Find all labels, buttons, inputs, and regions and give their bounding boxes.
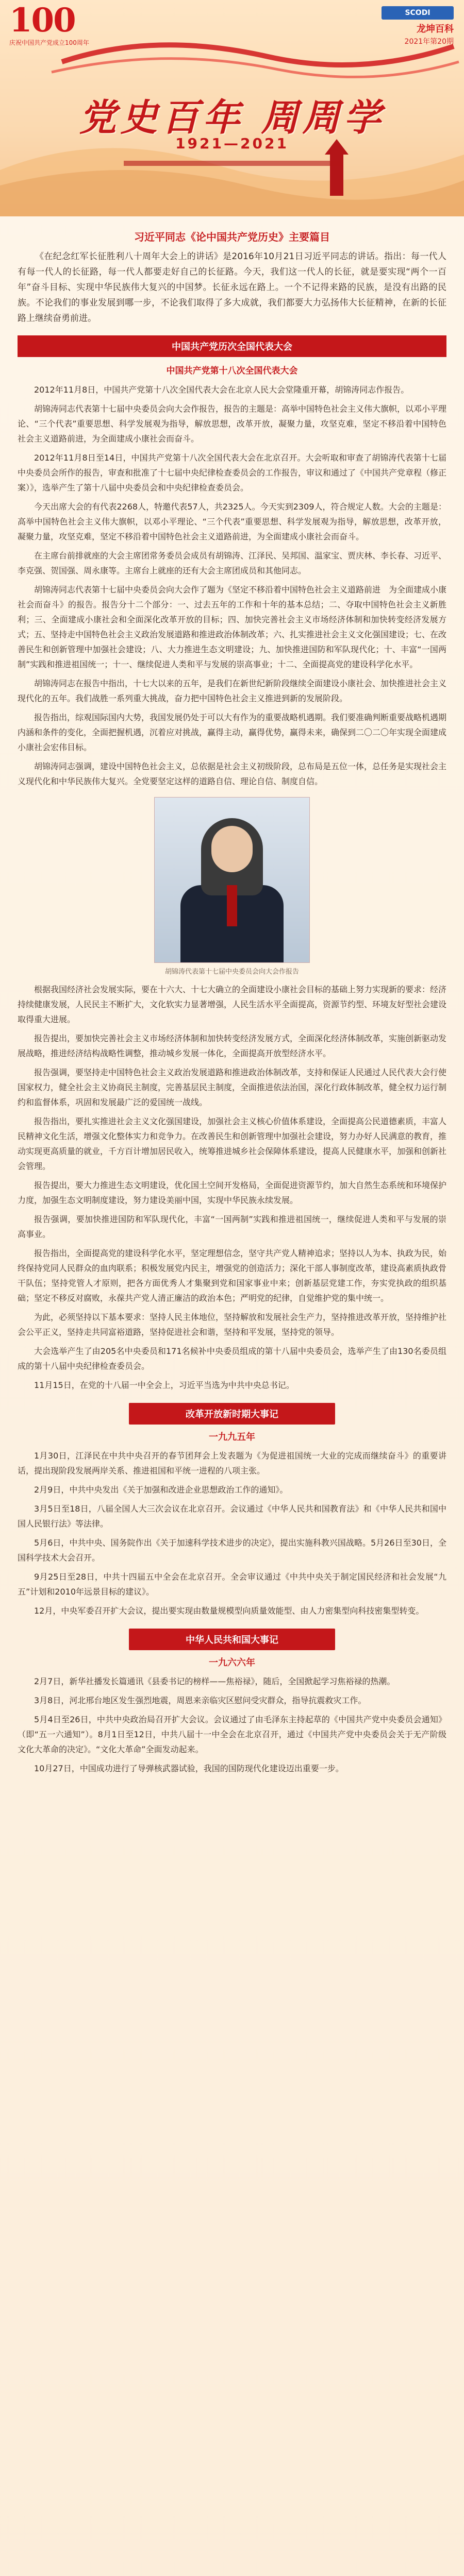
centenary-logo [9,1,118,50]
speaker-photo [154,797,310,963]
logo-number: 100 [9,1,75,40]
congress-paragraphs [0,382,464,789]
event-paragraph: 5月6日，中共中央、国务院作出《关于加速科学技术进步的决定》，提出实施科教兴国战略。5月26日至30日，全国科学技术大会召开。 [18,1538,446,1563]
congress-paragraph: 2012年11月8日至14日，中国共产党第十八次全国代表大会在北京召开。大会听取和审查了胡锦涛代表第十七届中央委员会所作的报告，审查和批准了十七届中央纪律检查委员会的工作报告，审议和通过了《中国共产党章程（修正案）》，选举产生了第十八届中央委员会和中央纪律检查委员会。 [18,453,447,493]
congress-paragraph: 报告强调，要坚持走中国特色社会主义政治发展道路和推进政治体制改革，支持和保证人民通过人民代表大会行使国家权力，健全社会主义协商民主制度，完善基层民主制度，全面推进依法治国，深化行政体制改革，健全权力运行制约和监督体系，巩固和发展最广泛的爱国统一战线。 [18,1067,447,1107]
intro-subtitle: 习近平同志《论中国共产党历史》主要篇目 [134,231,330,243]
brand-logo: SCODI [382,6,454,20]
page-title: 党史百年 周周学 [79,95,385,139]
congress-paragraph: 胡锦涛同志强调，建设中国特色社会主义，总依据是社会主义初级阶段，总布局是五位一体，总任务是实现社会主义现代化和中华民族伟大复兴。全党要坚定这样的道路自信、理论自信、制度自信。 [18,761,447,786]
congress-paragraph: 报告指出，综观国际国内大势，我国发展仍处于可以大有作为的重要战略机遇期。我们要准确判断重要战略机遇期内涵和条件的变化，全面把握机遇，沉着应对挑战，赢得主动，赢得优势，赢得未来，确保到二〇二〇年实现全面建成小康社会宏伟目标。 [18,713,447,752]
congress-paragraph: 今天出席大会的有代表2268人，特邀代表57人，共2325人。今天实到2309人，符合规定人数。大会的主题是：高举中国特色社会主义伟大旗帜，以邓小平理论、“三个代表”重要思想、科学发展观为指导，解放思想，改革开放，凝聚力量，攻坚克难，坚定不移沿着中国特色社会主义道路前进，为全面建成小康社会而奋斗。 [18,502,446,541]
congress-paragraph: 胡锦涛同志代表第十七届中央委员会向大会作了题为《坚定不移沿着中国特色社会主义道路前进 为全面建成小康社会而奋斗》的报告。报告分十二个部分：一、过去五年的工作和十年的基本总结；二、夺取中国特色社会主义新胜利；三、全面建成小康社会和全面深化改革开放的目标；四、加快完善社会主义市场经济体制和加快转变经济发展方式；五、坚持走中国特色社会主义政治发展道路和推进政治体制改革；六、扎实推进社会主义文化强国建设；七、在改善民生和创新管理中加强社会建设；八、大力推进生态文明建设；九、加快推进国防和军队现代化；十、丰富“一国两制”实践和推进祖国统一；十一、继续促进人类和平与发展的崇高事业；十二、全面提高党的建设科学化水平。 [18,585,447,669]
reform-paragraphs [0,1448,464,1618]
congress-paragraph: 报告提出，要大力推进生态文明建设，优化国土空间开发格局，全面促进资源节约，加大自然生态系统和环境保护力度，加强生态文明制度建设，努力建设美丽中国，实现中华民族永续发展。 [18,1180,447,1205]
issue-number: 2021年第20期 [404,38,454,46]
event-paragraph: 5月4日至26日，中共中央政治局召开扩大会议。会议通过了由毛泽东主持起草的《中国共产党中央委员会通知》（即“五一六通知”）。8月1日至12日，中共八届十一中全会在北京召开，通过《中国共产党中央委员会关于无产阶级文化大革命的决定》。“文化大革命”全面发动起来。 [18,1715,446,1754]
event-paragraph: 9月25日至28日，中共十四届五中全会在北京召开。全会审议通过《中共中央关于制定国民经济和社会发展“九五”计划和2010年远景目标的建议》。 [18,1572,446,1597]
event-paragraph: 12月，中央军委召开扩大会议，提出要实现由数量规模型向质量效能型、由人力密集型向科技密集型转变。 [34,1606,424,1616]
congress-paragraph: 报告强调，要加快推进国防和军队现代化，丰富“一国两制”实践和推进祖国统一，继续促进人类和平与发展的崇高事业。 [18,1214,446,1239]
congress-more-paragraphs [0,982,464,1393]
congress-paragraph: 根据我国经济社会发展实际，要在十六大、十七大确立的全面建设小康社会目标的基础上努力实现新的要求：经济持续健康发展，人民民主不断扩大，文化软实力显著增强，人民生活水平全面提高，资源节约型、环境友好型社会建设取得重大进展。 [18,985,447,1024]
logo-caption: 庆祝中国共产党成立100周年 [9,39,89,46]
section-title-reform: 改革开放新时期大事记 [129,1403,335,1425]
congress-paragraph: 大会选举产生了由205名中央委员和171名候补中央委员组成的第十八届中央委员会，选举产生了由130名委员组成的第十八届中央纪律检查委员会。 [18,1346,446,1371]
congress-paragraph: 报告指出，要扎实推进社会主义文化强国建设，加强社会主义核心价值体系建设，全面提高公民道德素质，丰富人民精神文化生活，增强文化整体实力和竞争力。在改善民生和创新管理中加强社会建设，努力办好人民满意的教育，推动实现更高质量的就业，千方百计增加居民收入，统筹推进城乡社会保障体系建设，提高人民健康水平，加强和创新社会管理。 [18,1116,447,1171]
prc-paragraphs [0,1674,464,1776]
intro-paragraph: 《在纪念红军长征胜利八十周年大会上的讲话》是2016年10月21日习近平同志的讲话。指出：每一代人有每一代人的长征路，每一代人都要走好自己的长征路。今天，我们这一代人的长征，就是要实现“两个一百年”奋斗目标、实现中华民族伟大复兴的中国梦。长征永远在路上。一个不记得来路的民族，是没有出路的民族。不论我们的事业发展到哪一步，不论我们取得了多大成就，我们都要大力弘扬伟大长征精神，在新的长征路上继续奋勇前进。 [18,251,446,324]
section-title-prc: 中华人民共和国大事记 [129,1629,335,1650]
photo-figure-tie [227,885,237,926]
congress-paragraph: 报告提出，要加快完善社会主义市场经济体制和加快转变经济发展方式，全面深化经济体制改革，实施创新驱动发展战略，推进经济结构战略性调整，推动城乡发展一体化，全面提高开放型经济水平。 [18,1033,447,1058]
event-paragraph: 2月9日，中共中央发出《关于加强和改进企业思想政治工作的通知》。 [34,1485,288,1495]
congress-paragraph: 在主席台前排就座的大会主席团常务委员会成员有胡锦涛、江泽民、吴邦国、温家宝、贾庆林、李长春、习近平、李克强、贺国强、周永康等。主席台上就座的还有大会主席团成员和其他同志。 [18,551,447,575]
year-title-1966: 一九六六年 [209,1657,255,1668]
photo-caption: 胡锦涛代表第十七届中央委员会向大会作报告 [164,968,299,976]
section-bar-congress: 中国共产党历次全国代表大会 [18,335,446,357]
event-paragraph: 10月27日，中国成功进行了导弹核武器试验，我国的国防现代化建设迈出重要一步。 [34,1764,344,1773]
photo-figure-face [211,826,253,872]
congress-paragraph: 2012年11月8日，中国共产党第十八次全国代表大会在北京人民大会堂隆重开幕，胡锦涛同志作报告。 [34,385,409,395]
event-paragraph: 3月8日，河北邢台地区发生强烈地震，周恩来亲临灾区慰问受灾群众，指导抗震救灾工作。 [34,1696,367,1705]
congress-paragraph: 11月15日，在党的十八届一中全会上，习近平当选为中共中央总书记。 [34,1380,294,1390]
congress-paragraph: 胡锦涛同志代表第十七届中央委员会向大会作报告，报告的主题是：高举中国特色社会主义伟大旗帜，以邓小平理论、“三个代表”重要思想、科学发展观为指导，解放思想，改革开放，凝聚力量，攻坚克难，坚定不移沿着中国特色社会主义道路前进，为全面建成小康社会而奋斗。 [18,404,447,444]
section-sub-congress: 中国共产党第十八次全国代表大会 [166,366,298,376]
event-paragraph: 3月5日至18日，八届全国人大三次会议在北京召开。会议通过《中华人民共和国教育法》和《中华人民共和国中国人民银行法》等法律。 [18,1504,446,1529]
congress-paragraph: 报告指出，全面提高党的建设科学化水平，坚定理想信念，坚守共产党人精神追求；坚持以人为本、执政为民，始终保持党同人民群众的血肉联系；积极发展党内民主，增强党的创造活力；深化干部人事制度改革，建设高素质执政骨干队伍；坚持党管人才原则，把各方面优秀人才集聚到党和国家事业中来；创新基层党建工作，夯实党执政的组织基础；坚定不移反对腐败，永葆共产党人清正廉洁的政治本色；严明党的纪律，自觉维护党的集中统一。 [18,1248,447,1303]
event-paragraph: 2月7日，新华社播发长篇通讯《县委书记的榜样——焦裕禄》，随后，全国掀起学习焦裕禄的热潮。 [34,1676,395,1686]
congress-paragraph: 胡锦涛同志在报告中指出，十七大以来的五年，是我们在新世纪新阶段继续全面建设小康社会、加快推进社会主义现代化的五年。我们战胜一系列重大挑战，奋力把中国特色社会主义推进到新的发展阶段。 [18,679,447,703]
title-years: 1921—2021 [175,135,289,152]
congress-paragraph: 为此，必须坚持以下基本要求：坚持人民主体地位，坚持解放和发展社会生产力，坚持推进改革开放，坚持维护社会公平正义，坚持走共同富裕道路，坚持促进社会和谐，坚持和平发展，坚持党的领导。 [18,1312,447,1337]
header-banner [0,0,464,216]
brand-name: 龙坤百科 [417,24,454,35]
brand-block [382,6,454,46]
year-title-1995: 一九九五年 [209,1432,255,1443]
event-paragraph: 1月30日，江泽民在中共中央召开的春节团拜会上发表题为《为促进祖国统一大业的完成而继续奋斗》的重要讲话，提出现阶段发展两岸关系、推进祖国和平统一进程的八项主张。 [18,1451,446,1476]
